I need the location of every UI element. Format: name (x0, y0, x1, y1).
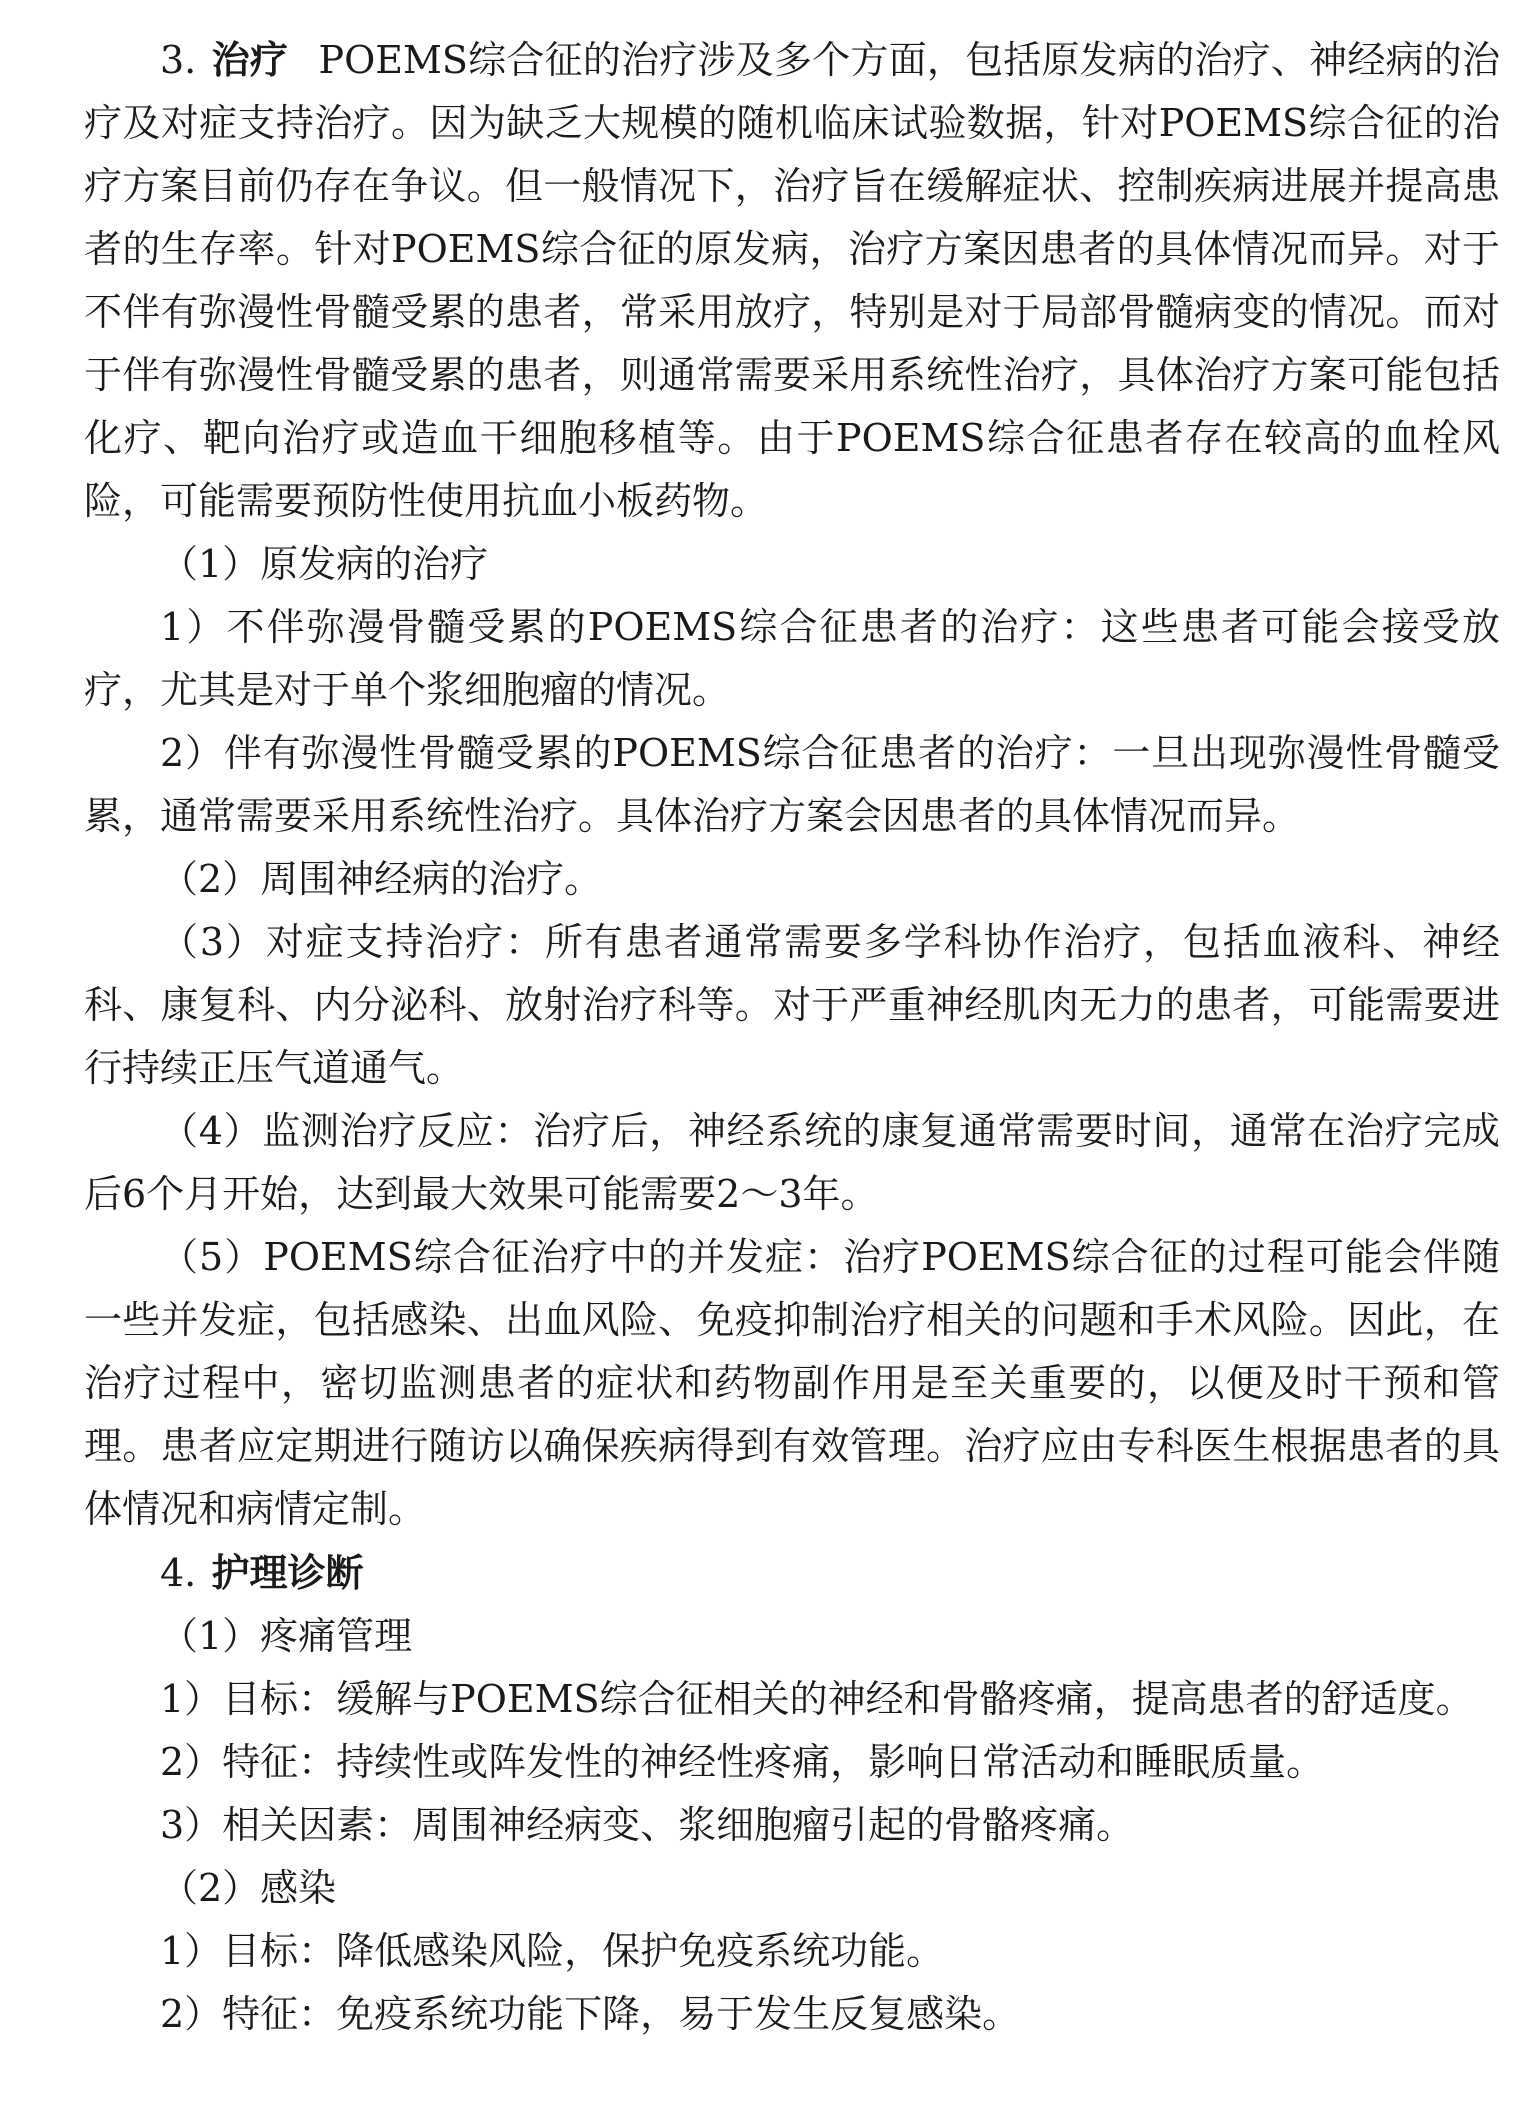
section-3-item: （5）POEMS综合征治疗中的并发症：治疗POEMS综合征的过程可能会伴随一些并发症，包括感染、出血风险、免疫抑制治疗相关的问题和手术风险。因此，在治疗过程中，密切监测患者的症状和药物副作用是至关重要的，以便及时干预和管理。患者应定期进行随访以确保疾病得到有效管理。治疗应由专科医生根据患者的具体情况和病情定制。 (84, 1235, 1500, 1531)
section-3-title: 治疗 (211, 37, 289, 82)
section-3-item: （1）原发病的治疗 (160, 542, 489, 586)
section-3-item: （3）对症支持治疗：所有患者通常需要多学科协作治疗，包括血液科、神经科、康复科、内分泌科、放射治疗科等。对于严重神经肌肉无力的患者，可能需要进行持续正压气道通气。 (84, 920, 1500, 1090)
section-4-item: （1）疼痛管理 (160, 1614, 413, 1658)
section-3-item: （4）监测治疗反应：治疗后，神经系统的康复通常需要时间，通常在治疗完成后6个月开始，达到最大效果可能需要2～3年。 (84, 1109, 1500, 1216)
section-4-title: 护理诊断 (211, 1550, 364, 1595)
section-4-item: 1）目标：降低感染风险，保护免疫系统功能。 (160, 1929, 945, 1973)
section-4-heading (84, 1541, 1500, 1605)
section-4-item: 2）特征：持续性或阵发性的神经性疼痛，影响日常活动和睡眠质量。 (160, 1740, 1325, 1784)
section-3-item: （2）周围神经病的治疗。 (160, 857, 603, 901)
section-3-intro: POEMS综合征的治疗涉及多个方面，包括原发病的治疗、神经病的治疗及对症支持治疗。因为缺乏大规模的随机临床试验数据，针对POEMS综合征的治疗方案目前仍存在争议。但一般情况下，治疗旨在缓解症状、控制疾病进展并提高患者的生存率。针对POEMS综合征的原发病，治疗方案因患者的具体情况而异。对于不伴有弥漫性骨髓受累的患者，常采用放疗，特别是对于局部骨髓病变的情况。而对于伴有弥漫性骨髓受累的患者，则通常需要采用系统性治疗，具体治疗方案可能包括化疗、靶向治疗或造血干细胞移植等。由于POEMS综合征患者存在较高的血栓风险，可能需要预防性使用抗血小板药物。 (84, 38, 1500, 523)
section-3-item: 2）伴有弥漫性骨髓受累的POEMS综合征患者的治疗：一旦出现弥漫性骨髓受累，通常需要采用系统性治疗。具体治疗方案会因患者的具体情况而异。 (84, 731, 1500, 838)
section-4-item: 3）相关因素：周围神经病变、浆细胞瘤引起的骨骼疼痛。 (160, 1803, 1135, 1847)
section-3-number: 3. (160, 38, 197, 82)
section-4-item: 2）特征：免疫系统功能下降，易于发生反复感染。 (160, 1992, 1021, 2036)
section-4-item: 1）目标：缓解与POEMS综合征相关的神经和骨骼疼痛，提高患者的舒适度。 (160, 1677, 1474, 1721)
section-4-number: 4. (160, 1551, 197, 1595)
section-3-paragraph (84, 28, 1500, 533)
document-page (84, 28, 1500, 2046)
section-3-item: 1）不伴弥漫骨髓受累的POEMS综合征患者的治疗：这些患者可能会接受放疗，尤其是对于单个浆细胞瘤的情况。 (84, 605, 1500, 712)
section-4-item: （2）感染 (160, 1866, 337, 1910)
